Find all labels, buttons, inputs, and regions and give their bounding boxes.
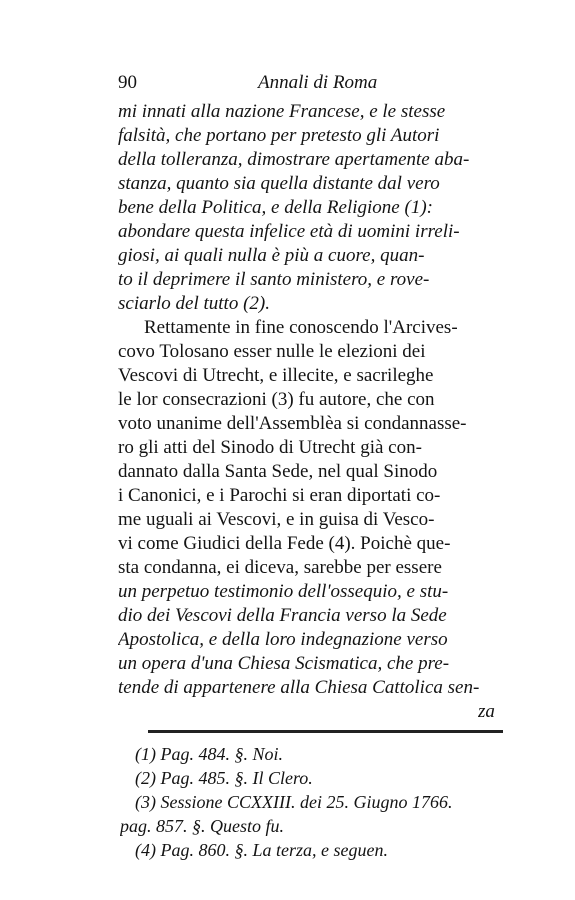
body-line: sciarlo del tutto (2).: [118, 293, 270, 314]
body-line: me uguali ai Vescovi, e in guisa di Vesco-: [118, 509, 435, 530]
body-line: covo Tolosano esser nulle le elezioni dei: [118, 341, 426, 362]
running-title: Annali di Roma: [258, 72, 378, 93]
body-line: to il deprimere il santo ministero, e rove-: [118, 269, 430, 290]
body-line: voto unanime dell'Assemblèa si condannasse-: [118, 413, 467, 434]
body-line: ro gli atti del Sinodo di Utrecht già con-: [118, 437, 422, 458]
body-line: dio dei Vescovi della Francia verso la Sede: [118, 605, 447, 626]
footnote: (4) Pag. 860. §. La terza, e seguen.: [135, 840, 388, 860]
body-line: Vescovi di Utrecht, e illecite, e sacrileghe: [118, 365, 434, 386]
footnote: (2) Pag. 485. §. Il Clero.: [135, 768, 313, 788]
footnote-continuation: pag. 857. §. Questo fu.: [120, 816, 284, 836]
body-line: della tolleranza, dimostrare apertamente aba-: [118, 149, 470, 170]
body-line: stanza, quanto sia quella distante dal vero: [118, 173, 440, 194]
body-line: falsità, che portano per pretesto gli Autori: [118, 125, 440, 146]
footnote-rule: [148, 730, 503, 733]
body-line: abondare questa infelice età di uomini irreli-: [118, 221, 460, 242]
body-line: le lor consecrazioni (3) fu autore, che con: [118, 389, 435, 410]
paragraph-first-line: Rettamente in fine conoscendo l'Arcives-: [144, 317, 458, 338]
body-line: giosi, ai quali nulla è più a cuore, quan-: [118, 245, 425, 266]
body-line: Apostolica, e della loro indegnazione verso: [118, 629, 448, 650]
page-header: [118, 72, 510, 98]
footnote: (3) Sessione CCXXIII. dei 25. Giugno 1766.: [135, 792, 453, 812]
body-line: bene della Politica, e della Religione (1):: [118, 197, 433, 218]
body-line: i Canonici, e i Parochi si eran diportati co-: [118, 485, 441, 506]
page-number: 90: [118, 72, 137, 93]
body-line: un perpetuo testimonio dell'ossequio, e stu-: [118, 581, 449, 602]
body-line: sta condanna, ei diceva, sarebbe per essere: [118, 557, 442, 578]
body-line: un opera d'una Chiesa Scismatica, che pre-: [118, 653, 450, 674]
body-line: tende di appartenere alla Chiesa Cattolica sen-: [118, 677, 480, 698]
footnote: (1) Pag. 484. §. Noi.: [135, 744, 283, 764]
catchword: za: [478, 701, 495, 722]
body-line: mi innati alla nazione Francese, e le stesse: [118, 101, 446, 122]
body-line: dannato dalla Santa Sede, nel qual Sinodo: [118, 461, 438, 482]
body-line: vi come Giudici della Fede (4). Poichè que-: [118, 533, 451, 554]
